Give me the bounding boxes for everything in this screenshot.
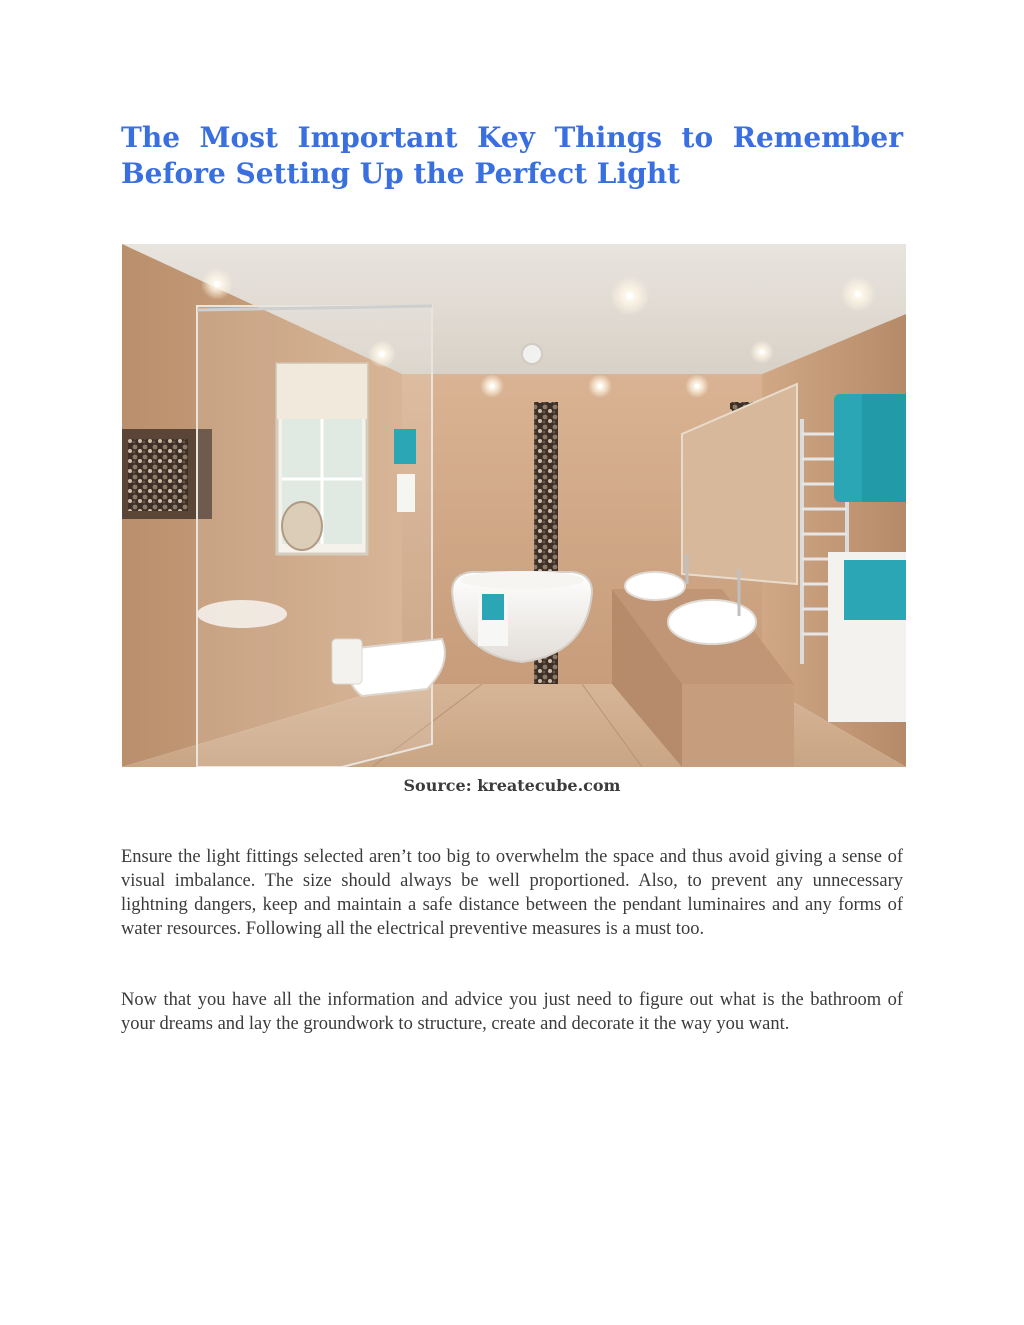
page-title: The Most Important Key Things to Remember Before Setting Up the Perfect Light [121,121,903,190]
bathroom-illustration [122,244,906,767]
body-paragraph: Now that you have all the information and advice you just need to figure out what is the bathroom of your dreams and lay the groundwork to structure, create and decorate it the way you want. [121,990,903,1034]
image-caption: Source: kreatecube.com [403,776,621,795]
towel [394,429,416,464]
wall-basin [197,600,287,628]
body-paragraph: Ensure the light fittings selected aren’t too big to overwhelm the space and thus avoid giving a sense of visual imbalance. The size should always be well proportioned. Also, to prevent any unnecessary lightning dangers, keep and maintain a safe distance between the pendant luminaires and any forms of water resources. Following all the electrical preventive measures is a must too. [121,847,903,939]
basin [625,572,685,600]
glass-shower-panel [197,306,432,767]
towel [397,474,415,512]
pebble-niche [128,439,188,511]
towel [844,560,906,620]
bathroom-photo [122,244,906,767]
basin [668,600,756,644]
towel [482,594,504,620]
